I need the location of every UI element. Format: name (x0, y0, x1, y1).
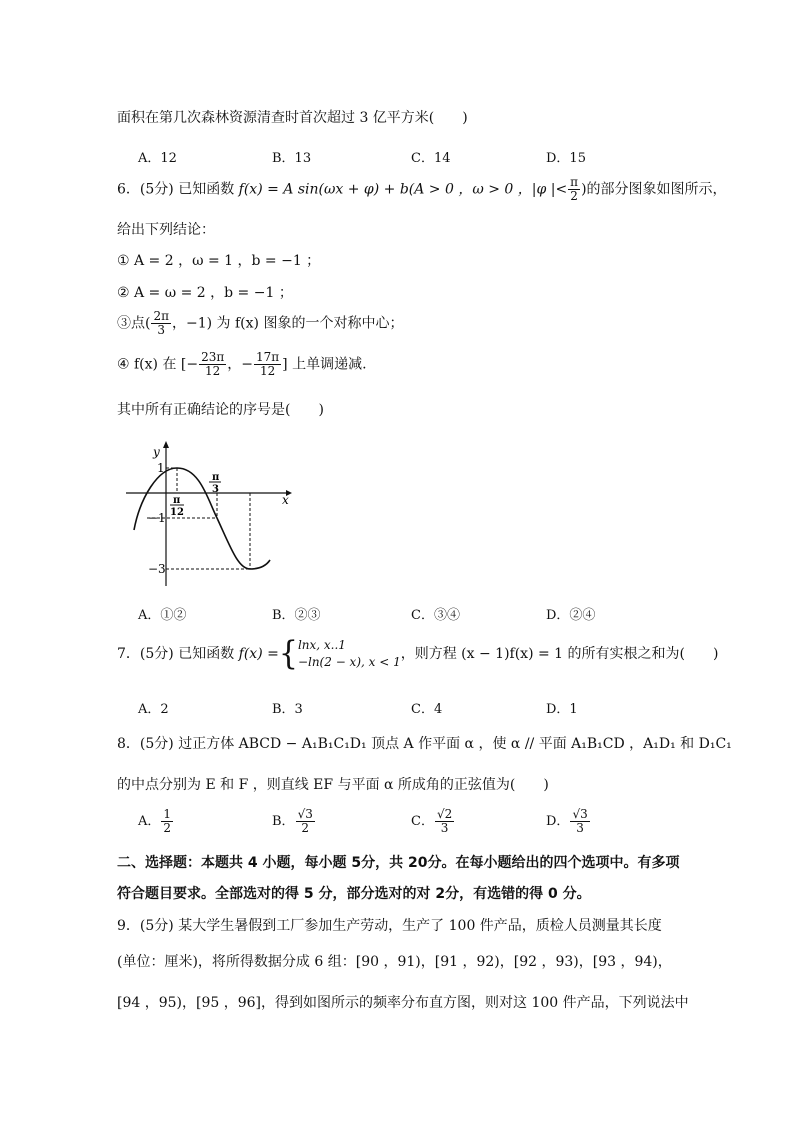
label-twelve: 12 (170, 507, 184, 518)
q8-line1: 8．(5分) 过正方体 ABCD − A₁B₁C₁D₁ 顶点 A 作平面 α ，使 α // 平面 A₁B₁CD ，A₁D₁ 和 D₁C₁ (117, 736, 732, 752)
q8-option-c (411, 808, 455, 835)
q7-brace: { (278, 634, 298, 673)
q5-stem-tail: 面积在第几次森林资源清查时首次超过 3 亿平方米( ) (117, 110, 468, 126)
q8-opt-d-den: 3 (576, 821, 584, 835)
label-neg1: −1 (148, 511, 166, 525)
q8-opt-c-num: √2 (436, 807, 453, 821)
section2-line2: 符合题目要求。全部选对的得 5 分，部分选对的对 2分，有选错的得 0 分。 (117, 886, 591, 902)
q7-prefix: 7．(5分) 已知函数 (117, 646, 235, 662)
q9-line3: [94 ，95)，[95 ，96]，得到如图所示的频率分布直方图，则对这 100 件产品，下列说法中 (117, 995, 689, 1011)
q8-opt-b-frac (296, 808, 315, 835)
q6-c4-frac1 (199, 351, 226, 378)
q7-cases (298, 637, 401, 671)
q8-opt-b-label: B． (272, 814, 295, 829)
q5-option-d: D．15 (546, 151, 586, 166)
label-three: 3 (212, 484, 219, 495)
q6-c3-num: 2π (153, 309, 169, 323)
label-pi-a: π (173, 495, 181, 506)
q6-c4-n1: 23π (201, 350, 225, 364)
label-neg3: −3 (148, 562, 166, 576)
q6-func: f(x) = A sin(ωx + φ) + b(A > 0 ，ω > 0 ，|φ |< (238, 181, 568, 198)
q8-opt-a-label: A． (138, 814, 161, 829)
q6-conclusion-4 (117, 351, 367, 378)
q7-option-c: C．4 (411, 702, 443, 717)
q6-c4-b: ] 上单调递减. (282, 356, 367, 373)
q8-option-a (138, 808, 174, 835)
q9-line2: (单位：厘米)，将所得数据分成 6 组：[90 ，91)，[91 ，92)，[92 ，93)，[93 ，94)， (117, 954, 672, 970)
x-label: x (282, 493, 289, 507)
q8-opt-c-den: 3 (440, 821, 449, 835)
q6-c4-d1: 12 (205, 364, 221, 378)
q6-prefix: 6．(5分) 已知函数 (117, 181, 235, 198)
q6-conclusion-2: ② A = ω = 2 ，b = −1 ； (117, 285, 293, 301)
q6-c3-a: ③点( (117, 315, 151, 332)
y-label: y (153, 445, 160, 459)
q6-option-b: B．②③ (272, 608, 321, 623)
q7-case2: −ln(2 − x), x < 1 (297, 655, 401, 669)
q8-opt-b-num: √3 (297, 807, 313, 821)
section2-line1: 二、选择题：本题共 4 小题，每小题 5分，共 20分。在每小题给出的四个选项中。有多项 (117, 855, 680, 871)
q6-c3-b: ，−1) 为 f(x) 图象的一个对称中心； (172, 315, 404, 332)
q6-stem (117, 176, 727, 203)
q7-option-d: D．1 (546, 702, 578, 717)
q5-option-a: A．12 (138, 151, 177, 166)
label-1: 1 (157, 461, 165, 475)
q9-line1: 9．(5分) 某大学生暑假到工厂参加生产劳动，生产了 100 件产品，质检人员测量其长度 (117, 918, 662, 934)
q7-case1: lnx, x..1 (297, 638, 346, 652)
q6-conclusion-3 (117, 310, 403, 337)
q6-frac-den: 2 (570, 189, 578, 203)
q5-option-b: B．13 (272, 151, 312, 166)
q8-opt-d-label: D． (546, 814, 570, 829)
q6-option-a: A．①② (138, 608, 187, 623)
q8-opt-a-den: 2 (163, 821, 172, 835)
q6-option-c: C．③④ (411, 608, 460, 623)
q8-option-d (546, 808, 591, 835)
q6-option-d: D．②④ (546, 608, 596, 623)
q6-c4-a: ④ f(x) 在 [− (117, 356, 199, 373)
q6-c4-d2: 12 (259, 364, 276, 378)
q8-option-b (272, 808, 316, 835)
q8-opt-d-frac (570, 808, 589, 835)
q7-option-b: B．3 (272, 702, 303, 717)
q6-c4-mid: ，− (227, 356, 253, 373)
label-pi-b: π (212, 472, 220, 483)
q6-ask: 其中所有正确结论的序号是( ) (117, 402, 324, 418)
q8-opt-a-frac (161, 808, 173, 835)
q8-line2: 的中点分别为 E 和 F ，则直线 EF 与平面 α 所成角的正弦值为( ) (117, 777, 549, 793)
q6-conclusion-1: ① A = 2 ，ω = 1 ，b = −1 ； (117, 253, 321, 269)
q8-opt-a-num: 1 (163, 807, 172, 821)
q8-opt-b-den: 2 (301, 821, 310, 835)
q6-tail: )的部分图象如图所示， (581, 181, 727, 198)
q5-option-c: C．14 (411, 151, 451, 166)
q6-line2: 给出下列结论： (117, 222, 215, 238)
q7-stem (117, 634, 719, 673)
q8-opt-c-frac (435, 808, 454, 835)
q6-c3-frac (151, 310, 171, 337)
q7-option-a: A．2 (138, 702, 169, 717)
y-axis-arrow (163, 441, 169, 448)
q7-tail: ，则方程 (x − 1)f(x) = 1 的所有实根之和为( ) (400, 646, 719, 662)
q8-opt-c-label: C． (411, 814, 434, 829)
q6-frac-num: π (570, 175, 579, 189)
q6-c4-frac2 (254, 351, 281, 378)
q6-sine-graph (120, 438, 295, 588)
q6-pi-over-2 (568, 176, 580, 203)
q6-c4-n2: 17π (256, 350, 280, 364)
q6-c3-den: 3 (157, 323, 166, 337)
q8-opt-d-num: √3 (572, 807, 588, 821)
q7-fx: f(x) = (238, 646, 279, 662)
